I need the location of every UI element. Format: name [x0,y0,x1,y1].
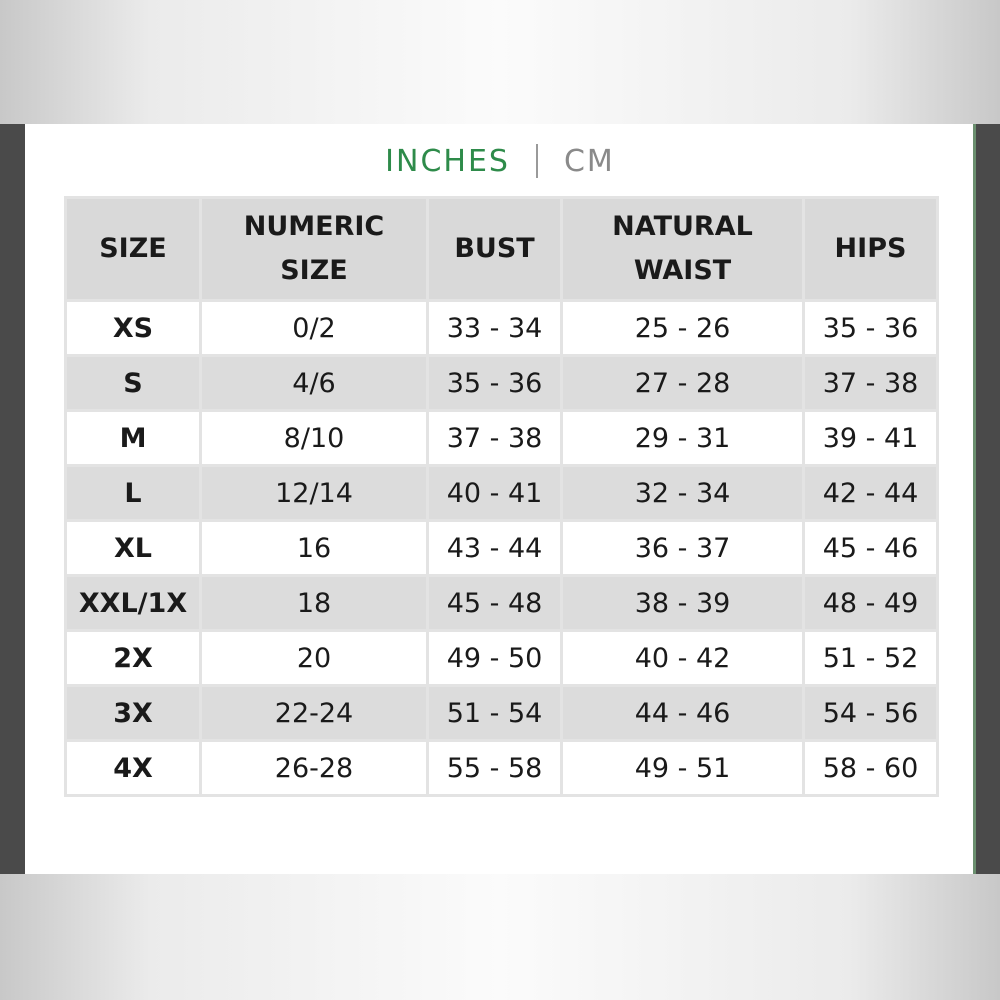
numeric-size-cell: 22-24 [201,686,428,741]
size-cell: L [66,466,201,521]
bust-cell: 35 - 36 [428,356,562,411]
hips-cell: 48 - 49 [804,576,938,631]
numeric-size-cell: 12/14 [201,466,428,521]
bust-cell: 37 - 38 [428,411,562,466]
header-hips: HIPS [804,198,938,301]
numeric-size-cell: 4/6 [201,356,428,411]
numeric-size-cell: 26-28 [201,741,428,796]
hips-cell: 42 - 44 [804,466,938,521]
hips-cell: 51 - 52 [804,631,938,686]
hips-cell: 35 - 36 [804,301,938,356]
waist-cell: 44 - 46 [562,686,804,741]
table-row [66,521,938,576]
bust-cell: 49 - 50 [428,631,562,686]
size-cell: XXL/1X [66,576,201,631]
bust-cell: 55 - 58 [428,741,562,796]
size-chart-table [64,196,939,797]
card-edge [973,124,976,874]
table-header-row [66,198,938,301]
hips-cell: 58 - 60 [804,741,938,796]
bust-cell: 43 - 44 [428,521,562,576]
numeric-size-cell: 8/10 [201,411,428,466]
header-natural-waist: NATURAL WAIST [562,198,804,301]
table-row [66,686,938,741]
size-cell: S [66,356,201,411]
header-size: SIZE [66,198,201,301]
numeric-size-cell: 16 [201,521,428,576]
numeric-size-cell: 18 [201,576,428,631]
size-cell: XS [66,301,201,356]
header-bust: BUST [428,198,562,301]
waist-cell: 27 - 28 [562,356,804,411]
size-cell: M [66,411,201,466]
table-row [66,741,938,796]
bust-cell: 51 - 54 [428,686,562,741]
size-cell: XL [66,521,201,576]
size-cell: 2X [66,631,201,686]
waist-cell: 36 - 37 [562,521,804,576]
table-row [66,631,938,686]
numeric-size-cell: 0/2 [201,301,428,356]
waist-cell: 25 - 26 [562,301,804,356]
header-numeric-size: NUMERIC SIZE [201,198,428,301]
waist-cell: 32 - 34 [562,466,804,521]
size-cell: 4X [66,741,201,796]
waist-cell: 29 - 31 [562,411,804,466]
hips-cell: 54 - 56 [804,686,938,741]
background-bottom [0,874,1000,1000]
unit-divider [536,144,538,178]
table-row [66,356,938,411]
table-row [66,466,938,521]
waist-cell: 38 - 39 [562,576,804,631]
hips-cell: 37 - 38 [804,356,938,411]
table-row [66,411,938,466]
waist-cell: 49 - 51 [562,741,804,796]
hips-cell: 39 - 41 [804,411,938,466]
bust-cell: 45 - 48 [428,576,562,631]
hips-cell: 45 - 46 [804,521,938,576]
waist-cell: 40 - 42 [562,631,804,686]
table-row [66,301,938,356]
size-cell: 3X [66,686,201,741]
numeric-size-cell: 20 [201,631,428,686]
unit-toggle [0,138,1000,184]
unit-inches-option[interactable]: INCHES [385,143,510,179]
bust-cell: 33 - 34 [428,301,562,356]
bust-cell: 40 - 41 [428,466,562,521]
table-row [66,576,938,631]
background-top [0,0,1000,124]
unit-cm-option[interactable]: CM [563,143,615,179]
